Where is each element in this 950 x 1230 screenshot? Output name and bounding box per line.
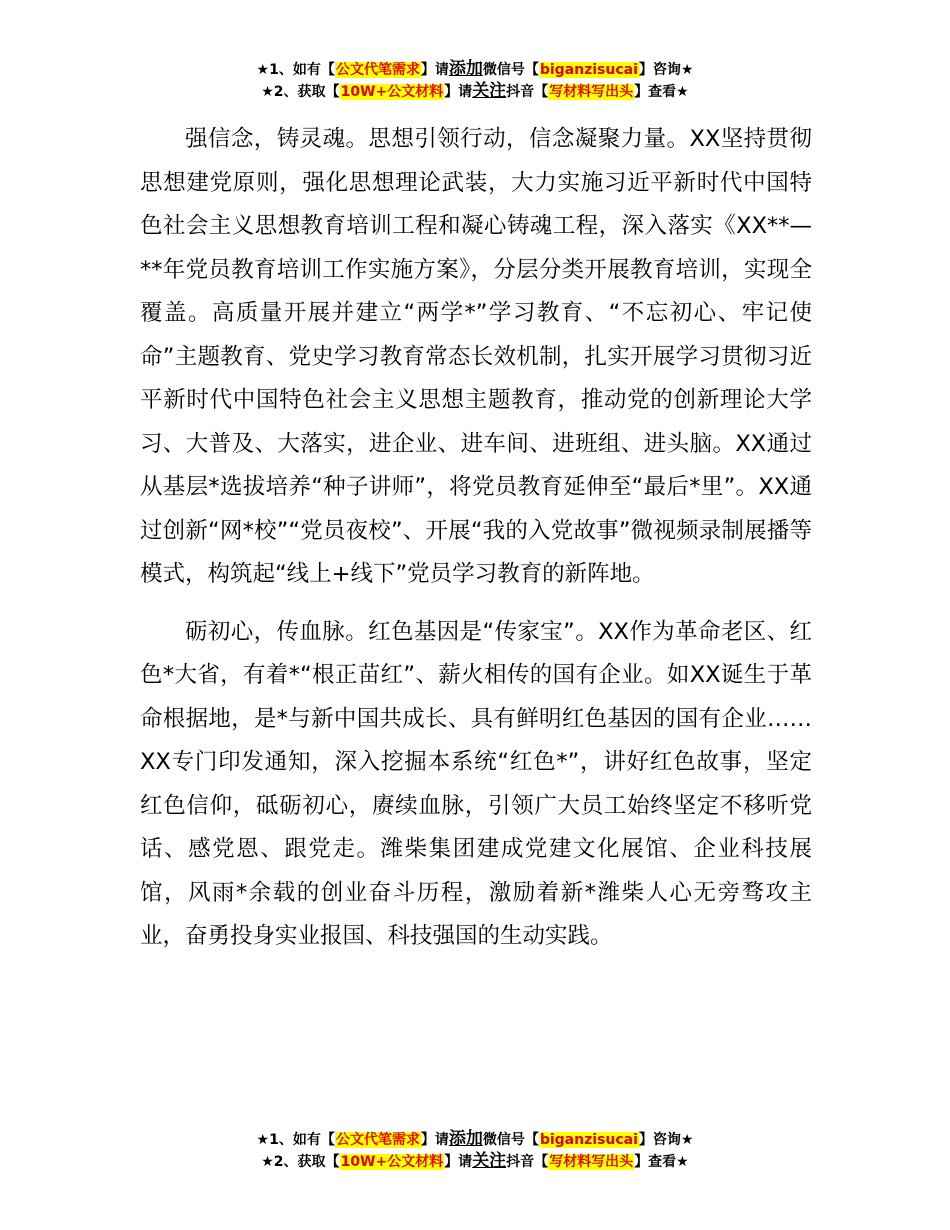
douyin-account-highlight: 写材料写出头: [549, 1154, 634, 1170]
document-body: [140, 118, 812, 959]
wechat-id-highlight: biganzisucai: [539, 1132, 638, 1148]
paragraph-red-gene: 砺初心，传血脉。红色基因是“传家宝”。XX作为革命老区、红色*大省，有着*“根正苗红”、薪火相传的国有企业。如XX诞生于革命根据地，是*与新中国共成长、具有鲜明红色基因的国有企业……XX专门印发通知，深入挖掘本系统“红色*”，讲好红色故事，坚定红色信仰，砥砺初心，赓续血脉，引领广大员工始终坚定不移听党话、感党恩、跟党走。潍柴集团建成党建文化展馆、企业科技展馆，风雨*余载的创业奋斗历程，激励着新*潍柴人心无旁骛攻主业，奋勇投身实业报国、科技强国的生动实践。: [140, 618, 812, 949]
paragraph-strengthen-faith: 强信念，铸灵魂。思想引领行动，信念凝聚力量。XX坚持贯彻思想建党原则，强化思想理论武装，大力实施习近平新时代中国特色社会主义思想教育培训工程和凝心铸魂工程，深入落实《XX**—**年党员教育培训工作实施方案》，分层分类开展教育培训，实现全覆盖。高质量开展并建立“两学*”学习教育、“不忘初心、牢记使命”主题教育、党史学习教育常态长效机制，扎实开展学习贯彻习近平新时代中国特色社会主义思想主题教育，推动党的创新理论大学习、大普及、大落实，进企业、进车间、进班组、进头脑。XX通过从基层*选拔培养“种子讲师”，将党员教育延伸至“最后*里”。XX通过创新“网*校”“党员夜校”、开展“我的入党故事”微视频录制展播等模式，构筑起“线上+线下”党员学习教育的新阵地。: [140, 126, 812, 587]
ghostwriting-highlight: 公文代笔需求: [335, 1132, 420, 1148]
douyin-account-highlight: 写材料写出头: [549, 84, 634, 100]
banner-line-1: ★1、如有【公文代笔需求】请添加微信号【biganzisucai】咨询★: [256, 59, 694, 79]
banner-line-1: ★1、如有【公文代笔需求】请添加微信号【biganzisucai】咨询★: [256, 1129, 694, 1149]
banner-line-2: ★2、获取【10W+公文材料】请关注抖音【写材料写出头】查看★: [261, 81, 689, 101]
materials-highlight: 10W+公文材料: [340, 84, 444, 100]
header-banner: [0, 58, 950, 102]
materials-highlight: 10W+公文材料: [340, 1154, 444, 1170]
wechat-id-highlight: biganzisucai: [539, 62, 638, 78]
footer-banner: [0, 1128, 950, 1172]
banner-line-2: ★2、获取【10W+公文材料】请关注抖音【写材料写出头】查看★: [261, 1151, 689, 1171]
ghostwriting-highlight: 公文代笔需求: [335, 62, 420, 78]
